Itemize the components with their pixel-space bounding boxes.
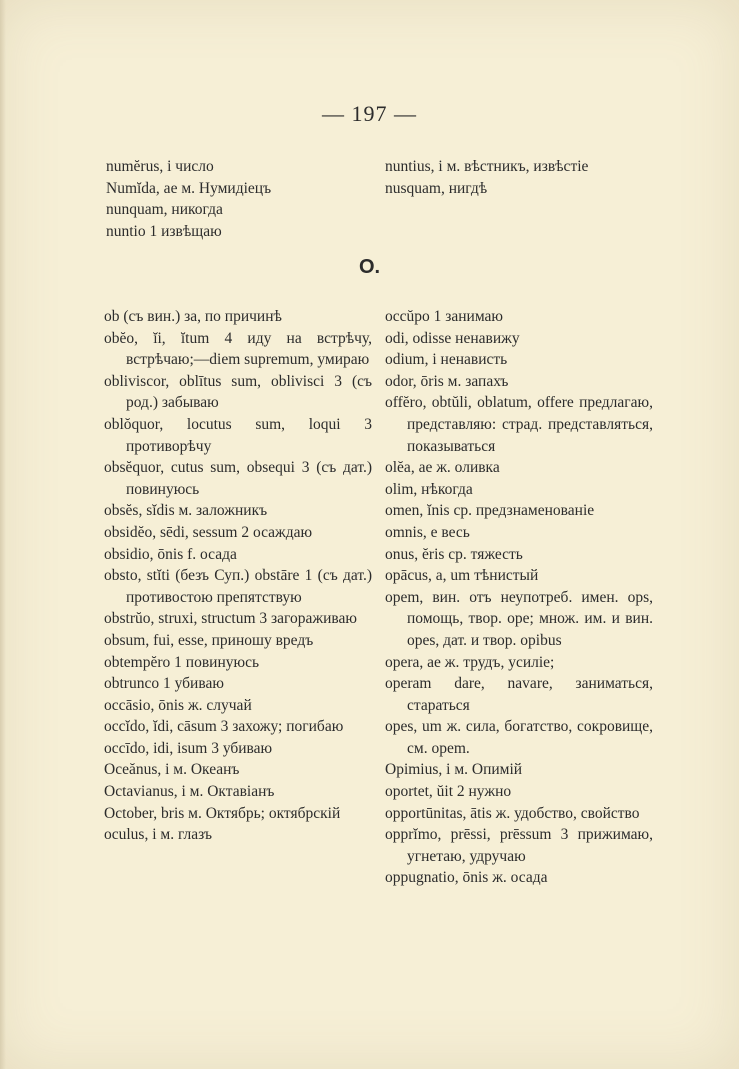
dictionary-entry: opera, ae ж. трудъ, усилiе;: [385, 653, 555, 671]
dictionary-entry: ob (съ вин.) за, по причинѣ: [104, 308, 282, 325]
dictionary-entry: onus, ĕris ср. тяжесть: [385, 545, 523, 563]
column-left: [104, 306, 372, 846]
dictionary-entry: Opimius, i м. Опимiй: [385, 761, 523, 779]
dictionary-entry: oblŏquor, locutus sum, loqui 3 противорѣчу: [104, 415, 372, 455]
dictionary-entry: obtrunco 1 убиваю: [104, 675, 224, 693]
dictionary-entry: operam dare, navare, заниматься, стараться: [385, 675, 653, 714]
dictionary-entry: obtempĕro 1 повинуюсь: [104, 653, 260, 671]
dictionary-entry: obsidĕo, sēdi, sessum 2 осаждаю: [104, 523, 313, 541]
dictionary-entry: opem, вин. отъ неупотреб. имен. ops, помощь, твор. ope; множ. им. и вин. opes, дат. и твор. opibus: [385, 588, 653, 649]
dictionary-entry: oppugnatio, ōnis ж. осада: [385, 869, 548, 887]
dictionary-entry: obliviscor, oblītus sum, oblivisci 3 (съ род.) забываю: [104, 372, 372, 412]
dictionary-entry: nuntius, i м. вѣстникъ, извѣстie: [385, 158, 589, 175]
column-top-right: [385, 156, 653, 199]
dictionary-entry: obĕo, ĭi, ĭtum 4 иду на встрѣчу, встрѣчаю;—diem supremum, умираю: [104, 329, 372, 369]
dictionary-entry: October, bris м. Октябрь; октябрскiй: [104, 804, 341, 822]
dictionary-entry: nusquam, нигдѣ: [385, 179, 488, 197]
dictionary-entry: opācus, a, um тѣнистый: [385, 567, 539, 585]
dictionary-entry: Octavianus, i м. Октавiанъ: [104, 783, 275, 801]
dictionary-entry: occĭdo, ĭdi, cāsum 3 захожу; погибаю: [104, 718, 344, 736]
dictionary-entry: obsto, stĭti (безъ Суп.) obstāre 1 (съ дат.) противостою препятствую: [104, 567, 372, 606]
column-top-left: [106, 156, 356, 242]
dictionary-entry: occāsio, ōnis ж. случай: [104, 696, 252, 714]
dictionary-entry: Numĭda, ae м. Нумидiецъ: [106, 179, 272, 197]
dictionary-entry: opprĭmo, prēssi, prēssum 3 прижимаю, угнетаю, удручаю: [385, 826, 653, 865]
dictionary-entry: odium, i ненависть: [385, 351, 508, 369]
dictionary-entry: obsidio, ōnis f. осада: [104, 545, 237, 563]
dictionary-entry: olim, нѣкогда: [385, 480, 473, 498]
dictionary-entry: obsĕquor, cutus sum, obsequi 3 (съ дат.) повинуюсь: [104, 459, 372, 498]
dictionary-entry: olĕa, ae ж. оливка: [385, 459, 500, 477]
section-letter: O.: [358, 256, 381, 278]
page-number: — 197 —: [322, 101, 417, 126]
dictionary-entry: Oceănus, i м. Океанъ: [104, 761, 240, 779]
page-edge-shadow: [0, 0, 6, 1069]
dictionary-entry: nuntio 1 извѣщаю: [106, 222, 222, 240]
dictionary-entry: obsum, fui, esse, приношу вредъ: [104, 631, 314, 649]
dictionary-entry: obstrŭo, struxi, structum 3 загораживаю: [104, 610, 357, 628]
dictionary-entry: oportet, ŭit 2 нужно: [385, 783, 512, 801]
column-right: [385, 306, 653, 889]
dictionary-entry: odor, ōris м. запахъ: [385, 372, 509, 390]
dictionary-entry: opportūnitas, ātis ж. удобство, свойство: [385, 804, 640, 822]
dictionary-entry: occŭpo 1 занимаю: [385, 308, 504, 325]
dictionary-entry: obsĕs, sĭdis м. заложникъ: [104, 502, 268, 520]
dictionary-entry: omen, ĭnis ср. предзнаменованiе: [385, 502, 595, 520]
dictionary-entry: nunquam, никогда: [106, 201, 223, 219]
dictionary-entry: offĕro, obtŭli, oblatum, offere предлагаю, представляю: страд. представляться, показываться: [385, 394, 653, 455]
dictionary-entry: oculus, i м. глазъ: [104, 826, 213, 844]
dictionary-entry: numĕrus, i число: [106, 158, 214, 175]
dictionary-entry: occīdo, idi, isum 3 убиваю: [104, 739, 273, 757]
dictionary-entry: odi, odisse ненавижу: [385, 329, 520, 347]
dictionary-entry: opes, um ж. сила, богатство, сокровище, см. opem.: [385, 718, 653, 757]
dictionary-entry: omnis, e весь: [385, 523, 470, 541]
